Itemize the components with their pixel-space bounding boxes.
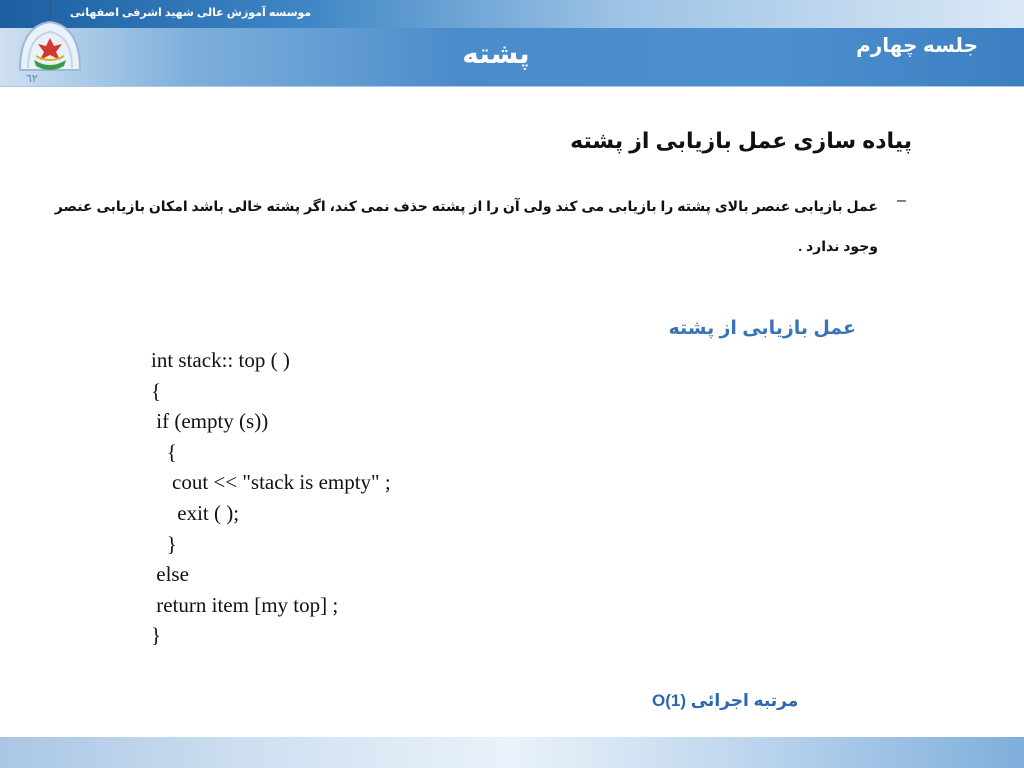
code-line: else bbox=[151, 562, 189, 587]
sub-heading: عمل بازیابی از پشته bbox=[668, 318, 856, 339]
complexity-label: مرتبه اجرائی bbox=[690, 691, 799, 710]
code-line: return item [my top] ; bbox=[151, 592, 339, 617]
svg-text:٦٢: ٦٢ bbox=[26, 73, 38, 85]
session-label: جلسه چهارم bbox=[856, 35, 978, 57]
code-line: { bbox=[151, 378, 162, 403]
code-line: int stack:: top ( ) bbox=[151, 348, 290, 372]
code-line: } bbox=[151, 531, 177, 556]
mosque-dome-logo-icon bbox=[6, 0, 96, 87]
complexity-value: O(1) bbox=[652, 691, 686, 710]
code-line: cout << "stack is empty" ; bbox=[151, 470, 391, 495]
complexity-note bbox=[652, 691, 798, 711]
footer-band bbox=[0, 737, 1024, 768]
bullet-text: عمل بازیابی عنصر بالای پشته را بازیابی می کند ولی آن را از پشته حذف نمی کند، اگر پشته خالی باشد امکان بازیابی عنصر وجود ندارد . bbox=[54, 198, 878, 254]
code-line: exit ( ); bbox=[151, 500, 240, 525]
slide-title: پشته bbox=[462, 38, 530, 69]
top-strip bbox=[0, 0, 1024, 28]
code-line: } bbox=[151, 623, 162, 648]
code-line: { bbox=[151, 439, 177, 464]
code-block bbox=[151, 345, 391, 651]
bullet-marker: – bbox=[897, 192, 906, 209]
institute-name: موسسه آموزش عالی شهید اشرفی اصفهانی bbox=[70, 7, 312, 19]
code-line: if (empty (s)) bbox=[151, 409, 269, 434]
section-heading: پیاده سازی عمل بازیابی از پشته bbox=[570, 128, 912, 153]
